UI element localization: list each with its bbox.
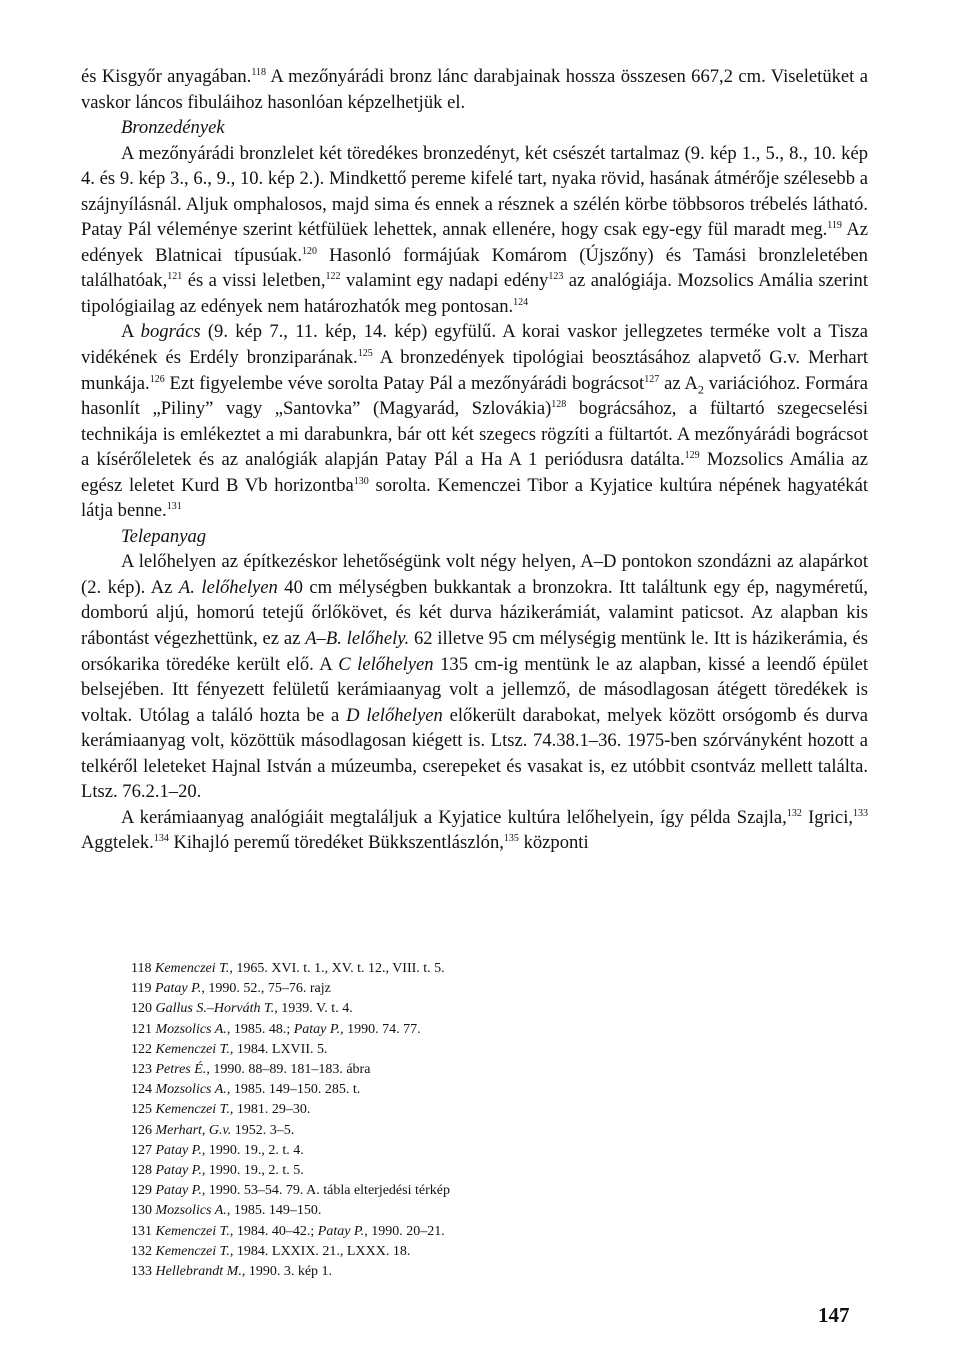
text-run: Mozsolics Amália az egész leletet Kurd B Vb horizontba <box>81 449 868 496</box>
footnote-reference: , 1985. 149–150. <box>226 1203 322 1219</box>
paragraph-2 <box>81 141 868 320</box>
footnote-item <box>131 1020 731 1040</box>
footnote-ref: 124 <box>513 296 529 308</box>
text-run: A bronzedények tipológiai beosztásához alapvető G.v. Merhart munkája. <box>81 347 869 394</box>
footnote-number: 118 <box>131 961 152 976</box>
text-run: Igrici, <box>801 806 854 828</box>
footnote-author: Kemenczei T. <box>155 1102 230 1118</box>
footnote-author: Merhart, G.v. <box>155 1122 232 1138</box>
paragraph-3 <box>81 319 868 523</box>
footnote-reference: , 1984. LXVII. 5. <box>229 1041 328 1057</box>
footnote-number: 126 <box>131 1122 152 1138</box>
footnote-author: Petres É. <box>155 1062 207 1078</box>
footnote-ref: 130 <box>353 475 369 487</box>
footnote-number: 119 <box>131 981 152 997</box>
footnote-author: Patay P. <box>293 1021 341 1037</box>
text-run: 135 cm-ig mentünk le az alapban, kissé a leendő épület belsejében. Itt fényezett felületű kerámiaanyag volt a jellemző, de másodlagosan átégett töredékek is voltak. Utólag a találó hozta be a <box>81 653 869 726</box>
footnote-author: Mozsolics A. <box>155 1203 227 1219</box>
footnote-reference: , 1985. 48.; <box>226 1021 294 1037</box>
text-run: Kihajló peremű töredéket Bükkszentlászlón, <box>168 832 504 854</box>
footnote-author: Mozsolics A. <box>155 1021 227 1037</box>
footnote-reference: , 1990. 19., 2. t. 4. <box>201 1142 304 1158</box>
text-run: A mezőnyárádi bronz lánc darabjainak hossza összesen 667,2 cm. Viseletüket a vaskor láncos fibuláihoz hasonlóan képzelhetjük el. <box>81 66 868 113</box>
footnote-number: 122 <box>131 1041 152 1057</box>
footnote-ref: 132 <box>786 807 802 819</box>
footnote-reference: 1952. 3–5. <box>231 1122 295 1138</box>
footnote-ref: 119 <box>827 220 842 232</box>
footnote-ref: 120 <box>301 245 317 257</box>
footnote-item <box>131 1141 731 1161</box>
footnote-item <box>131 1181 731 1201</box>
body-text <box>81 64 868 856</box>
footnote-number: 127 <box>131 1142 152 1158</box>
footnote-reference: , 1984. LXXIX. 21., LXXX. 18. <box>229 1243 411 1259</box>
paragraph-4 <box>81 549 868 804</box>
footnote-number: 129 <box>131 1183 152 1199</box>
footnote-ref: 127 <box>644 373 660 385</box>
text-run: 62 illetve 95 cm mélységig mentünk le. Itt is házikerámia, és orsókarika töredéke került elő. A <box>81 628 868 675</box>
footnote-ref: 121 <box>167 271 183 283</box>
footnote-item <box>131 1161 731 1181</box>
footnote-author: Kemenczei T. <box>155 1223 230 1239</box>
footnote-number: 123 <box>131 1062 152 1078</box>
text-run: Ezt figyelembe véve sorolta Patay Pál a mezőnyárádi bográcsot <box>164 372 645 394</box>
footnote-item <box>131 999 731 1019</box>
section-heading-bronzedenyek: Bronzedények <box>121 117 225 139</box>
footnote-reference: , 1985. 149–150. 285. t. <box>226 1082 361 1098</box>
footnote-number: 131 <box>131 1223 152 1239</box>
footnote-ref: 134 <box>153 833 169 845</box>
footnote-author: Kemenczei T. <box>154 961 230 976</box>
footnote-author: Kemenczei T. <box>155 1243 230 1259</box>
footnote-item <box>131 1222 731 1242</box>
italic-term: A. lelőhelyen <box>178 576 278 598</box>
text-run: az A <box>659 372 698 394</box>
footnote-author: Gallus S.–Horváth T. <box>155 1001 275 1017</box>
text-run: 40 cm mélységben bukkantak a bronzokra. Itt találtunk egy ép, nagyméretű, domború aljú, homorú tetejű őrlőkövet, és két durva házikerámiát, valamint paticsot. Az alapban kis rábontást végezhettünk, ez az <box>81 576 868 650</box>
text-run: A lelőhelyen az építkezéskor lehetőségünk volt négy helyen, A–D pontokon szondázni az alapárkot (2. kép). Az <box>81 551 868 598</box>
footnote-author: Patay P. <box>317 1223 365 1239</box>
footnote-reference: , 1965. XVI. t. 1., XV. t. 12., VIII. t. 5. <box>229 961 445 976</box>
footnote-author: Patay P. <box>155 1142 202 1158</box>
italic-term: A–B. lelőhely. <box>305 628 410 650</box>
footnote-number: 133 <box>131 1264 152 1280</box>
subscript: 2 <box>697 382 704 397</box>
text-run: és Kisgyőr anyagában. <box>81 66 252 87</box>
footnote-author: Mozsolics A. <box>155 1082 227 1098</box>
footnote-author: Kemenczei T. <box>155 1041 230 1057</box>
footnote-ref: 135 <box>503 833 519 845</box>
footnote-item <box>131 979 731 999</box>
footnote-reference: , 1990. 74. 77. <box>340 1021 421 1037</box>
text-run: Hasonló formájúak Komárom (Újszőny) és Tamási bronzleletében találhatóak, <box>81 244 868 292</box>
footnote-number: 120 <box>131 1001 152 1017</box>
text-run: és a vissi leletben, <box>182 270 326 292</box>
text-run: (9. kép 7., 11. kép, 14. kép) egyfülű. A korai vaskor jellegzetes terméke volt a Tisza vidékének és Erdély bronziparának. <box>81 321 868 369</box>
footnote-ref: 126 <box>149 373 165 385</box>
footnote-author: Patay P. <box>155 1163 202 1179</box>
footnote-item <box>131 1121 731 1141</box>
text-run: az analógiája. Mozsolics Amália szerint tipológiailag az edények nem határozhatók meg pontosan. <box>81 270 868 317</box>
footnote-number: 124 <box>131 1082 152 1098</box>
text-run: variációhoz. Formára hasonlít „Piliny” vagy „Santovka” (Magyarád, Szlovákia) <box>81 372 868 420</box>
text-run: A mezőnyárádi bronzlelet két töredékes bronzedényt, két csészét tartalmaz (9. kép 1., 5., 8., 10. kép 4. és 9. kép 3., 6., 9., 10. kép 2.). Mindkettő pereme kifelé tart, nyaka rövid, hasának átmérője szélesebb a szájnyílásnál. Aljuk omphalosos, majd sima és ennek a résznek a szélén körbe többsoros trébelés látható. Patay Pál véleménye szerint kétfülüek lehettek, annak ellenére, hogy csak egy-egy fül maradt meg. <box>81 142 868 241</box>
footnote-ref: 118 <box>251 67 266 78</box>
footnote-item <box>131 1060 731 1080</box>
paragraph-5 <box>81 805 868 856</box>
footnote-reference: , 1990. 53–54. 79. A. tábla elterjedési térkép <box>201 1183 450 1199</box>
footnote-author: Patay P. <box>154 981 202 997</box>
footnote-ref: 133 <box>853 807 869 819</box>
section-heading-telepanyag: Telepanyag <box>121 525 207 547</box>
footnote-item <box>131 1100 731 1120</box>
text-run: központi <box>518 832 589 854</box>
footnote-number: 121 <box>131 1021 152 1037</box>
page-number: 147 <box>818 1303 850 1327</box>
footnote-author: Hellebrandt M. <box>155 1264 242 1280</box>
footnote-reference: , 1981. 29–30. <box>229 1102 311 1118</box>
footnote-ref: 128 <box>551 399 567 411</box>
footnote-ref: 122 <box>325 271 341 283</box>
footnote-ref: 129 <box>684 450 700 462</box>
text-run: Az edények Blatnicai típusúak. <box>81 219 868 266</box>
footnote-number: 130 <box>131 1203 152 1219</box>
footnote-item <box>131 1262 731 1282</box>
footnote-reference: , 1984. 40–42.; <box>229 1223 318 1239</box>
footnote-author: Patay P. <box>155 1183 202 1199</box>
footnote-number: 125 <box>131 1102 152 1118</box>
italic-term: bogrács <box>140 321 201 343</box>
text-run: sorolta. Kemenczei Tibor a Kyjatice kultúra népének hagyatékát látja benne. <box>81 474 868 522</box>
italic-term: C lelőhelyen <box>338 653 434 675</box>
text-run: előkerült darabokat, melyek között orsógomb és durva kerámiaanyag volt, közöttük másodlagosan kiégett is. Ltsz. 74.38.1–36. 1975-ben szórványként hozott a telkéről leleteket Hajnal István a múzeumba, cserepeket és vasakat is, ez utóbbit csontváz mellett találta. Ltsz. 76.2.1–20. <box>81 704 868 803</box>
footnote-reference: , 1990. 52., 75–76. rajz <box>201 981 331 997</box>
footnote-number: 128 <box>131 1163 152 1179</box>
footnote-ref: 123 <box>548 271 564 283</box>
footnote-reference: , 1990. 88–89. 181–183. ábra <box>206 1062 371 1078</box>
text-run: valamint egy nadapi edény <box>340 270 549 292</box>
text-run: Aggtelek. <box>81 832 154 854</box>
footnote-reference: , 1939. V. t. 4. <box>274 1001 353 1017</box>
footnote-reference: , 1990. 20–21. <box>364 1223 445 1239</box>
footnotes <box>131 959 731 1282</box>
text-run: A kerámiaanyag analógiáit megtaláljuk a Kyjatice kultúra lelőhelyein, így példa Szajla, <box>121 806 787 828</box>
footnote-item <box>131 1080 731 1100</box>
text-run: A <box>121 321 141 343</box>
footnote-item <box>131 1201 731 1221</box>
footnote-item <box>131 1040 731 1060</box>
italic-term: D lelőhelyen <box>346 704 443 726</box>
text-run: bográcsához, a fültartó szegecselési technikája is emlékeztet a mi darabunkra, bár ott két szegecs rögzíti a fültartót. A mezőnyárádi bográcsot a kísérőleletek és az analógiák alapján Patay Pál a Ha A 1 periódusra datálta. <box>81 398 868 471</box>
footnote-item <box>131 959 731 979</box>
footnote-ref: 125 <box>357 348 373 360</box>
paragraph-1 <box>81 64 868 115</box>
footnote-reference: , 1990. 19., 2. t. 5. <box>201 1163 304 1179</box>
footnote-item <box>131 1242 731 1262</box>
footnote-number: 132 <box>131 1243 152 1259</box>
footnote-reference: , 1990. 3. kép 1. <box>241 1264 333 1280</box>
footnote-ref: 131 <box>166 501 182 513</box>
